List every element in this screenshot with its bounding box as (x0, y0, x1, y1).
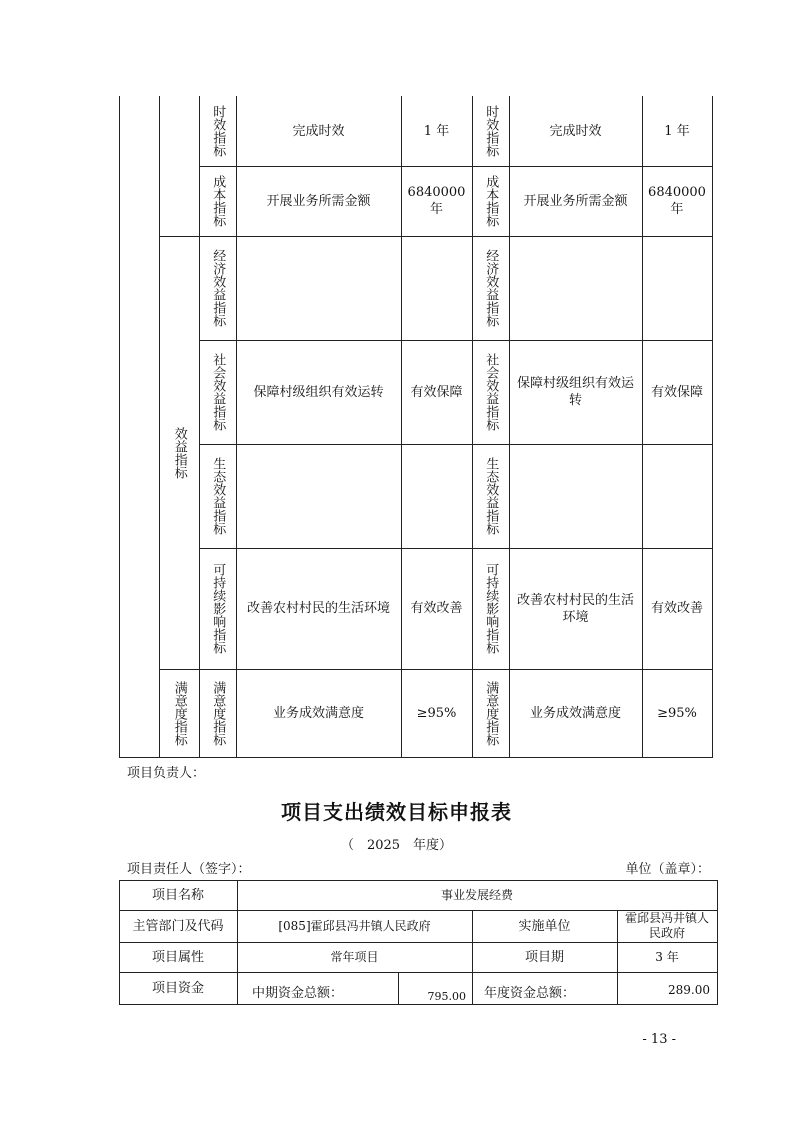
year-line: （ 2025 年度） (340, 838, 453, 853)
satisfaction-group-label: 满意度指标 (171, 680, 187, 746)
economic-content-right (509, 236, 642, 340)
effect-group-label: 效益指标 (171, 426, 187, 479)
satisfaction-label-left: 满意度指标 (210, 680, 226, 746)
sustainable-content-right: 改善农村村民的生活环境 (516, 592, 634, 625)
project-name-value: 事业发展经费 (440, 887, 513, 902)
satisfaction-content-left: 业务成效满意度 (272, 705, 364, 721)
period-label: 项目期 (524, 949, 564, 965)
form-title: 项目支出绩效目标申报表 (281, 800, 512, 824)
ecological-label-right: 生态效益指标 (483, 457, 499, 535)
project-leader-label: 项目负责人： (127, 766, 206, 781)
mid-total-value: 795.00 (427, 990, 466, 1003)
attr-label: 项目属性 (151, 949, 204, 965)
social-content-right: 保障村级组织有效运转 (517, 376, 635, 408)
cost-value-right: 6840000年 (648, 185, 706, 217)
year-total-value: 289.00 (668, 983, 710, 997)
project-name-label: 项目名称 (151, 887, 204, 903)
impl-value: 霍邱县冯井镇人民政府 (624, 911, 709, 940)
attr-value: 常年项目 (330, 949, 379, 964)
timeliness-content-right: 完成时效 (549, 123, 602, 139)
dept-label: 主管部门及代码 (132, 918, 224, 934)
sustainable-value-left: 有效改善 (410, 601, 463, 616)
sustainable-label-left: 可持续影响指标 (210, 563, 226, 654)
social-label-right: 社会效益指标 (483, 353, 499, 431)
ecological-value-left (401, 444, 472, 548)
period-value: 3 年 (655, 949, 679, 964)
economic-value-left (401, 236, 472, 340)
page-number: - 13 - (642, 1032, 676, 1047)
economic-label-left: 经济效益指标 (210, 249, 226, 327)
cost-content-left: 开展业务所需金额 (266, 193, 371, 209)
timeliness-value-right: 1 年 (664, 123, 690, 139)
ecological-label-left: 生态效益指标 (210, 457, 226, 535)
ecological-content-right (509, 444, 642, 548)
sustainable-content-left: 改善农村村民的生活环境 (246, 601, 390, 616)
economic-label-right: 经济效益指标 (483, 249, 499, 327)
cost-value-left: 6840000年 (407, 185, 466, 217)
responsible-label: 项目责任人（签字）： (127, 862, 251, 877)
year-total-label: 年度资金总额： (484, 986, 576, 1001)
timeliness-value-left: 1 年 (423, 123, 450, 139)
social-value-left: 有效保障 (410, 384, 463, 400)
funds-label: 项目资金 (151, 980, 204, 996)
social-label-left: 社会效益指标 (210, 353, 226, 431)
cost-label-left: 成本指标 (210, 175, 226, 227)
mid-total-label: 中期资金总额： (252, 986, 344, 1001)
unit-label: 单位（盖章）： (625, 862, 710, 877)
timeliness-label-right: 时效指标 (483, 105, 499, 157)
cost-label-right: 成本指标 (483, 175, 499, 227)
satisfaction-content-right: 业务成效满意度 (529, 705, 621, 721)
ecological-content-left (236, 444, 401, 548)
sustainable-label-right: 可持续影响指标 (483, 563, 499, 654)
satisfaction-value-right: ≥95% (657, 705, 697, 721)
satisfaction-value-left: ≥95% (416, 705, 457, 721)
ecological-value-right (642, 444, 712, 548)
economic-content-left (236, 236, 401, 340)
timeliness-content-left: 完成时效 (292, 123, 345, 139)
social-content-left: 保障村级组织有效运转 (253, 384, 384, 400)
cost-content-right: 开展业务所需金额 (523, 193, 628, 209)
timeliness-label-left: 时效指标 (210, 105, 226, 157)
satisfaction-label-right: 满意度指标 (483, 680, 499, 746)
dept-value: [085]霍邱县冯井镇人民政府 (278, 918, 431, 933)
economic-value-right (642, 236, 712, 340)
social-value-right: 有效保障 (650, 384, 703, 400)
sustainable-value-right: 有效改善 (650, 601, 703, 616)
impl-label: 实施单位 (518, 918, 571, 934)
